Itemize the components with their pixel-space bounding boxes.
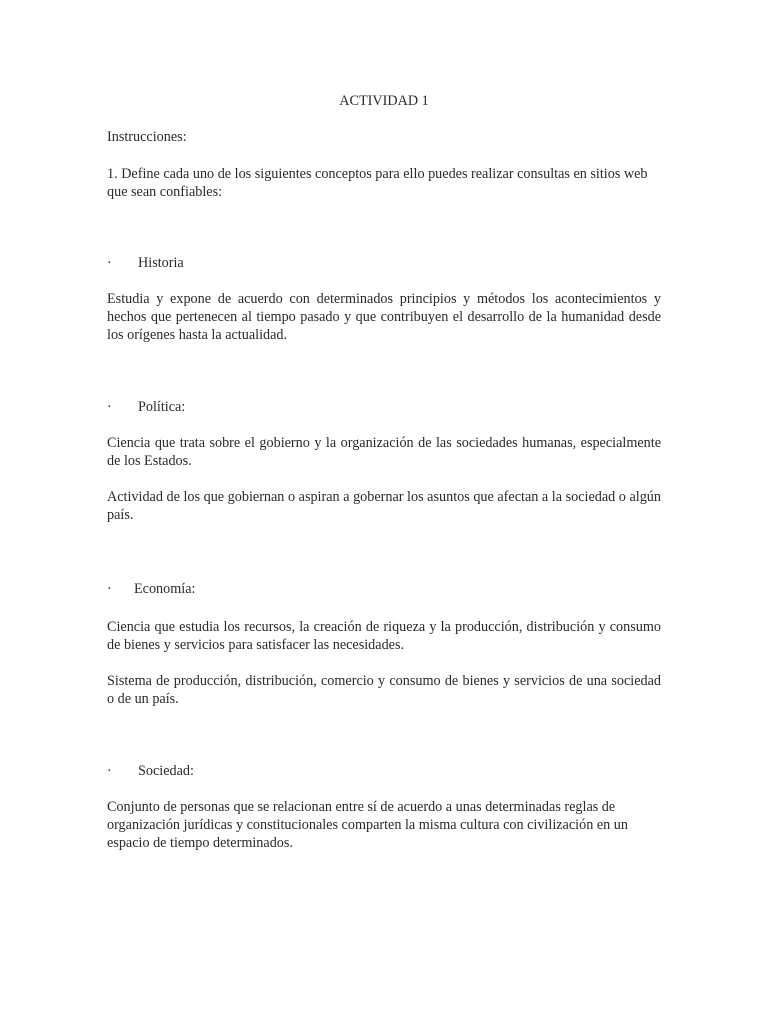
paragraph-economia-definition-1: Ciencia que estudia los recursos, la creación de riqueza y la producción, distribución y consumo de bienes y servicios para satisfacer las necesidades. xyxy=(107,619,661,653)
section-heading-historia xyxy=(107,254,184,272)
paragraph-economia-definition-2: Sistema de producción, distribución, comercio y consumo de bienes y servicios de una sociedad o de un país. xyxy=(107,673,661,707)
paragraph-politica-definition-2: Actividad de los que gobiernan o aspiran a gobernar los asuntos que afectan a la sociedad o algún país. xyxy=(107,489,661,523)
paragraph-sociedad-definition: Conjunto de personas que se relacionan entre sí de acuerdo a unas determinadas reglas de organización jurídicas y constitucionales comparten la misma cultura con civilización en un espacio de tiempo determinados. xyxy=(107,799,628,851)
instruction-item-1: 1. Define cada uno de los siguientes conceptos para ello puedes realizar consultas en sitios web que sean confiables: xyxy=(107,166,648,200)
section-heading-text: Política: xyxy=(138,399,186,415)
section-heading-politica xyxy=(107,398,185,416)
document-title-text: ACTIVIDAD 1 xyxy=(339,93,429,109)
section-heading-economia xyxy=(107,580,195,598)
section-heading-sociedad xyxy=(107,762,194,780)
paragraph-historia-definition: Estudia y expone de acuerdo con determinados principios y métodos los acontecimientos y hechos que pertenecen al tiempo pasado y que contribuyen el desarrollo de la humanidad desde los orígenes hasta la actualidad. xyxy=(107,291,661,343)
bullet-icon: · xyxy=(107,581,112,597)
bullet-icon: · xyxy=(107,255,112,271)
bullet-icon: · xyxy=(107,399,112,415)
document-title xyxy=(0,92,768,110)
paragraph-politica-definition-1: Ciencia que trata sobre el gobierno y la organización de las sociedades humanas, especialmente de los Estados. xyxy=(107,435,661,469)
section-heading-text: Sociedad: xyxy=(138,763,194,779)
section-heading-text: Historia xyxy=(138,255,184,271)
instructions-label: Instrucciones: xyxy=(107,129,187,145)
section-heading-text: Economía: xyxy=(134,581,196,597)
bullet-icon: · xyxy=(107,763,112,779)
